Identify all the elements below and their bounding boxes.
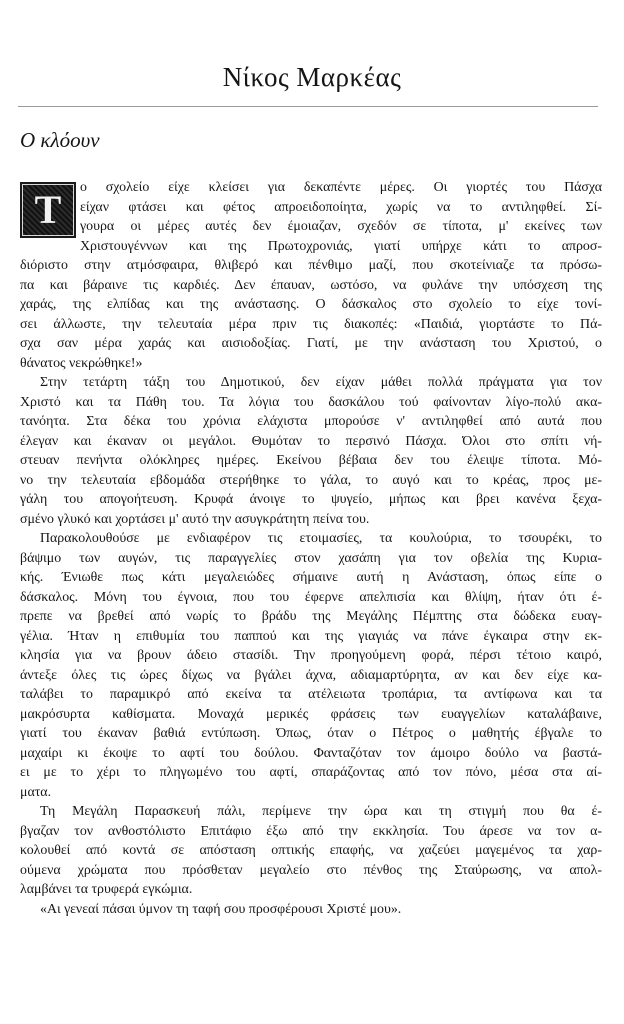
text-line: βάψιμο των αυγών, τις παραγγελίες στον χασάπη για τον οβελία της Κυρια- <box>20 550 602 566</box>
text-line: σχα σαν μέρα χαράς και αισιοδοξίας. Γιατί, με την ανάσταση του Χριστού, ο <box>20 336 602 351</box>
text-line: μαχαίρι κι έκοψε το αφτί του δούλου. Φανταζόταν τον άμοιρο δούλο να βαστά- <box>20 745 602 761</box>
text-line: Στην τετάρτη τάξη του Δημοτικού, δεν είχαν μάθει πολλά πράγματα για τον <box>40 375 602 390</box>
text-line: γέλια. Ήταν η επιθυμία του παππού και της γιαγιάς να πάνε έγκαιρα στην εκ- <box>20 628 602 644</box>
text-line: είχαν φτάσει και φέτος απροειδοποίητα, χωρίς να το αντιληφθεί. Σί- <box>80 199 602 215</box>
text-line: γιατί του έκαναν βαθιά εντύπωση. Όπως, όταν ο Πέτρος ο μαθητής έβγαλε το <box>20 726 602 741</box>
text-line: στευαν πενήντα ολόκληρες ημέρες. Εκείνου βέβαια δεν του έλειψε τίποτα. Μό- <box>20 453 602 468</box>
text-line: βγαζαν τον ανθοστόλιστο Επιτάφιο έξω από την εκκλησία. Του άρεσε να τον α- <box>20 823 602 839</box>
text-line: ει με το χέρι το πληγωμένο του αφτί, σπαράζοντας από τον πόνο, μέσα στα αί- <box>20 765 602 780</box>
text-line: γουρα οι μέρες αυτές δεν έμοιαζαν, σχεδόν σε τίποτα, μ' εκείνες των <box>80 219 602 234</box>
text-line: θάνατος νεκρώθηκε!» <box>20 355 143 371</box>
text-line: ματα. <box>20 784 52 800</box>
text-line: διόριστο στην ατμόσφαιρα, θλιβερό και πένθιμο μαζί, που σκοτείνιαζε τα πρόσω- <box>20 258 602 273</box>
text-line: Χριστουγέννων και της Πρωτοχρονιάς, γιατί υπήρχε κάτι το απροσ- <box>80 238 602 254</box>
text-line: δάσκαλος. Μόνη του έγνοια, που του έφερνε απελπισία και θλίψη, ήταν ότι έ- <box>20 589 602 605</box>
text-line: ούμενα χρώματα που πρόσθεταν μεγαλείο στο πένθος της Σταύρωσης, να απολ- <box>20 862 602 878</box>
text-line: λαμβάνει τα τρυφερά εγκώμια. <box>20 882 193 897</box>
author-name: Νίκος Μαρκέας <box>222 62 402 92</box>
text-line: Παρακολουθούσε με ενδιαφέρον τις ετοιμασίες, τα κουλούρια, το τσουρέκι, το <box>40 531 602 546</box>
text-line: γάλη του απογοήτευση. Κρυφά άνοιγε το ψυγείο, μήπως και βρει κανένα ξεχα- <box>20 492 602 507</box>
text-line: τανόητα. Στα δέκα του χρόνια ελάχιστα μπορούσε ν' αντιληφθεί από αυτά που <box>20 414 602 429</box>
text-line: ο σχολείο είχε κλείσει για δεκαπέντε μέρες. Οι γιορτές του Πάσχα <box>80 180 602 195</box>
text-line: κολουθεί από κοντά σε απόσταση οπτικής επαφής, να χαζεύει μαγεμένος τα χαρ- <box>20 843 602 858</box>
text-line: ταλάβει το παραμικρό από εκείνα τα ατέλειωτα τροπάρια, τα αντίφωνα και τα <box>20 687 602 702</box>
decorative-drop-cap <box>20 182 76 238</box>
text-line: Χριστό και τα Πάθη του. Τα λόγια του δασκάλου τού φαίνονταν λίγο-πολύ ακα- <box>20 394 602 410</box>
text-line: κλησία για να βρουν άδειο στασίδι. Την προηγούμενη φορά, πέρσι τέτοιο καιρό, <box>20 648 602 663</box>
text-line: σμένο γλυκό και χορτάσει μ' αυτό την ασυγκράτητη πείνα του. <box>20 511 370 527</box>
text-line: μακρόσυρτα καθίσματα. Μοναχά μερικές φράσεις των ευαγγελίων καταλάβαινε, <box>20 706 602 722</box>
drop-cap-letter: Τ <box>22 184 74 236</box>
text-line: κής. Ένιωθε πως κάτι μεγαλειώδες σήμαινε αυτή η Ανάσταση, όπως είπε ο <box>20 570 602 585</box>
story-body <box>20 178 602 919</box>
story-title: Ο κλόουν <box>20 128 100 152</box>
text-line: «Αι γενεαί πάσαι ύμνον τη ταφή σου προσφέρουσι Χριστέ μου». <box>40 901 402 917</box>
text-line: χαράς, της ελπίδας και της ανάστασης. Ο δάσκαλος στο σχολείο το είχε τονί- <box>20 297 602 312</box>
text-line: Τη Μεγάλη Παρασκευή πάλι, περίμενε την ώρα και τη στιγμή που θα έ- <box>40 804 602 819</box>
header-rule <box>18 106 598 107</box>
text-line: νο την τελευταία εβδομάδα στερήθηκε το γάλα, το αυγό και το κρέας, προς με- <box>20 472 602 488</box>
text-line: σει άλλωστε, την τελευταία μέρα πριν τις διακοπές: «Παιδιά, γιορτάστε το Πά- <box>20 316 602 332</box>
text-line: πα και βάραινε τις καρδιές. Δεν έπαυαν, ωστόσο, να φυλάνε την υπόσχεση της <box>20 277 602 293</box>
text-line: πρεπε να βρεθεί από νωρίς το βράδυ της Μεγάλης Πέμπτης στα δώδεκα ευαγ- <box>20 609 602 624</box>
text-line: άντεξε όλες τις ώρες δίχως να βγάλει άχνα, αδιαμαρτύρητα, αν και δεν είχε κα- <box>20 667 602 683</box>
text-line: έλεγαν και έκαναν οι μεγάλοι. Θυμόταν το περσινό Πάσχα. Όλοι στο σπίτι νή- <box>20 433 602 449</box>
